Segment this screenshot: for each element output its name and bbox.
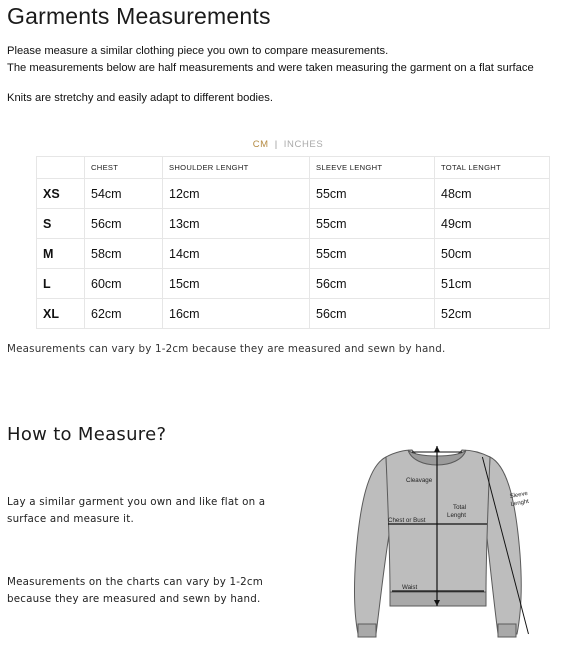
total-cell: 50cm [435, 239, 550, 269]
label-cleavage: Cleavage [406, 477, 433, 484]
unit-cm-button[interactable]: CM [252, 139, 269, 150]
sleeve-cell: 56cm [310, 299, 435, 329]
how-to-paragraph-1 [7, 494, 265, 528]
size-table [36, 156, 550, 329]
total-cell: 51cm [435, 269, 550, 299]
shoulder-cell: 12cm [163, 179, 310, 209]
chest-cell: 54cm [85, 179, 163, 209]
shoulder-cell: 13cm [163, 209, 310, 239]
unit-separator: | [274, 139, 278, 150]
size-label: M [37, 239, 85, 269]
page-title: Garments Measurements [7, 3, 271, 29]
variation-note: Measurements can vary by 1-2cm because they are measured and sewn by hand. [7, 343, 446, 355]
total-cell: 49cm [435, 209, 550, 239]
intro-text [7, 43, 534, 77]
right-sleeve [486, 457, 521, 634]
para1-line-1: Lay a similar garment you own and like flat on a [7, 496, 266, 508]
label-waist: Waist [402, 584, 418, 591]
chest-cell: 60cm [85, 269, 163, 299]
shoulder-cell: 15cm [163, 269, 310, 299]
para2-line-1: Measurements on the charts can vary by 1-2cm [7, 576, 263, 588]
sleeve-cell: 55cm [310, 239, 435, 269]
intro-line-1: Please measure a similar clothing piece you own to compare measurements. [7, 45, 389, 57]
size-label: L [37, 269, 85, 299]
para2-line-2: because they are measured and sewn by hand. [7, 593, 261, 605]
label-chest: Chest or Bust [388, 517, 426, 524]
size-label: S [37, 209, 85, 239]
unit-inches-button[interactable]: INCHES [283, 139, 324, 150]
chest-cell: 58cm [85, 239, 163, 269]
label-total-2: Lenght [447, 512, 466, 519]
table-row [37, 239, 550, 269]
intro-line-2: The measurements below are half measurements and were taken measuring the garment on a flat surface [7, 62, 534, 74]
total-cell: 52cm [435, 299, 550, 329]
shoulder-cell: 16cm [163, 299, 310, 329]
sleeve-cell: 55cm [310, 179, 435, 209]
chest-cell: 56cm [85, 209, 163, 239]
left-cuff [358, 624, 376, 637]
shoulder-cell: 14cm [163, 239, 310, 269]
header-sleeve: SLEEVE LENGHT [310, 157, 435, 179]
how-to-paragraph-2 [7, 574, 263, 608]
table-row [37, 299, 550, 329]
para1-line-2: surface and measure it. [7, 513, 134, 525]
label-total-1: Total [453, 504, 467, 511]
how-to-heading: How to Measure? [7, 424, 167, 445]
chest-cell: 62cm [85, 299, 163, 329]
header-shoulder: SHOULDER LENGHT [163, 157, 310, 179]
sweater-diagram [350, 444, 530, 654]
table-header-row [37, 157, 550, 179]
table-row [37, 269, 550, 299]
table-row [37, 179, 550, 209]
header-total: TOTAL LENGHT [435, 157, 550, 179]
label-sleeve-1: Sleeve [509, 490, 529, 500]
table-row [37, 209, 550, 239]
right-cuff [498, 624, 516, 637]
total-length-arrow-top [434, 446, 440, 452]
header-size [37, 157, 85, 179]
size-label: XL [37, 299, 85, 329]
total-cell: 48cm [435, 179, 550, 209]
header-chest: CHEST [85, 157, 163, 179]
unit-toggle [0, 139, 576, 150]
size-label: XS [37, 179, 85, 209]
left-sleeve [355, 457, 390, 634]
knits-note: Knits are stretchy and easily adapt to different bodies. [7, 92, 273, 104]
label-sleeve-2: Lenght [510, 498, 530, 508]
sleeve-cell: 56cm [310, 269, 435, 299]
sleeve-cell: 55cm [310, 209, 435, 239]
